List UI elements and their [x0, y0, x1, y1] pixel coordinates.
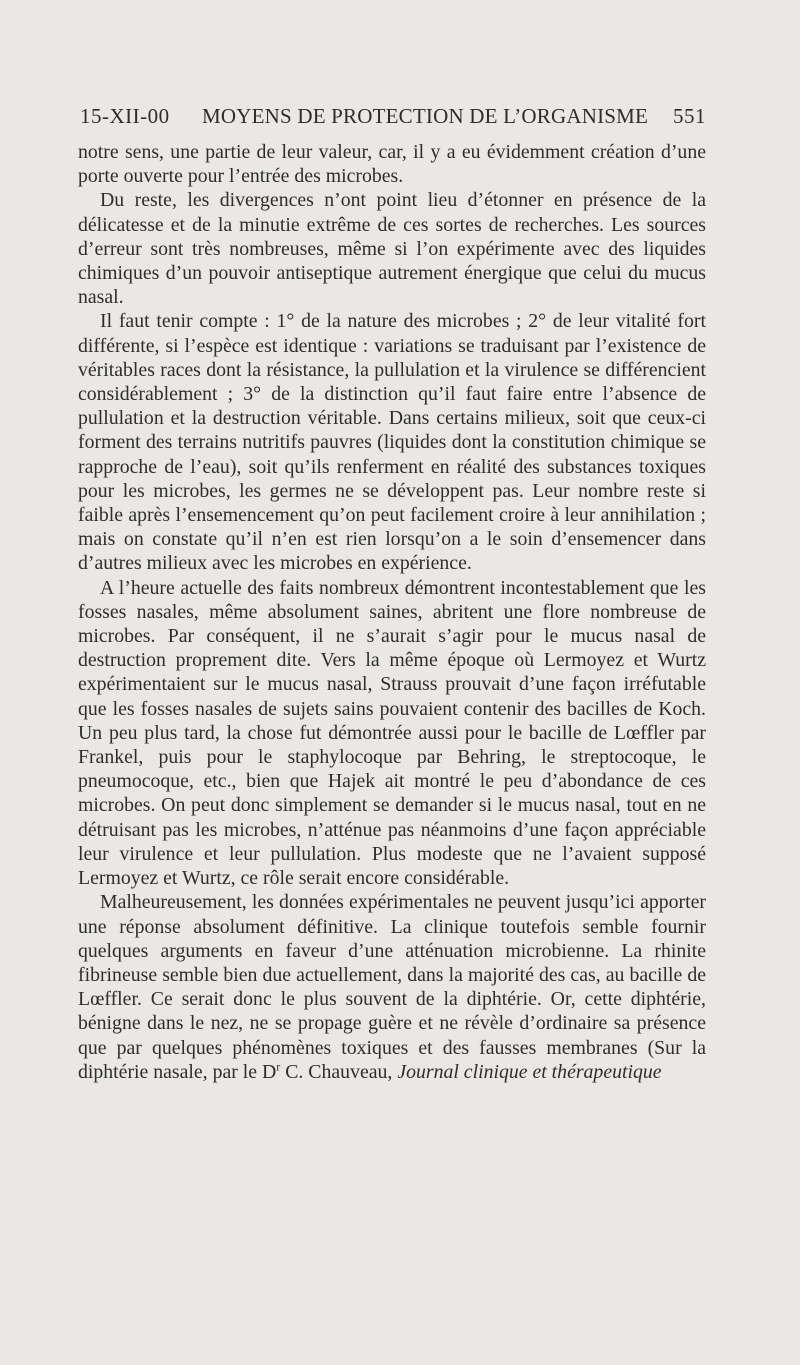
- header-date: 15-XII-00: [80, 104, 170, 128]
- paragraph-3: Il faut tenir compte : 1° de la nature des microbes ; 2° de leur vitalité fort différente, si l’espèce est identique : variations se traduisant par l’existence de véritables races dont la résistance, la pullulation et la virulence se différencient considérablement ; 3° de la distinction qu’il faut faire entre l’absence de pullulation et la destruction véritable. Dans certains milieux, soit que ceux-ci forment des terrains nutritifs pauvres (liquides dont la constitution chimique se rapproche de l’eau), soit qu’ils renferment en réalité des substances toxiques pour les microbes, les germes ne se développent pas. Leur nombre reste si faible après l’ensemencement qu’on peut facilement croire à leur annihilation ; mais on constate qu’il n’en est rien lorsqu’on a le soin d’ensemencer dans d’autres milieux avec les microbes en expérience.: [78, 310, 706, 575]
- body-text: [78, 140, 706, 1084]
- header-title: MOYENS DE PROTECTION DE L’ORGANISME: [202, 104, 649, 128]
- doctor-abbrev-superscript: r: [276, 1059, 281, 1074]
- paragraph-4: A l’heure actuelle des faits nombreux démontrent incontestablement que les fosses nasales, même absolument saines, abritent une flore nombreuse de microbes. Par conséquent, il ne s’aurait s’agir pour le mucus nasal de destruction proprement dite. Vers la même époque où Lermoyez et Wurtz expérimentaient sur le mucus nasal, Strauss prouvait d’une façon irréfutable que les fosses nasales de sujets sains pouvaient contenir des bacilles de Koch. Un peu plus tard, la chose fut démontrée aussi pour le bacille de Lœffler par Frankel, puis pour le staphylocoque par Behring, le streptocoque, le pneumocoque, etc., bien que Hajek ait montré le peu d’abondance de ces microbes. On peut donc simplement se demander si le mucus nasal, tout en ne détruisant pas les microbes, n’atténue pas néanmoins d’une façon appréciable leur virulence et leur pullulation. Plus modeste que ne l’avaient supposé Lermoyez et Wurtz, ce rôle serait encore considérable.: [78, 576, 706, 890]
- journal-title: Journal clinique et thérapeutique: [397, 1060, 662, 1083]
- paragraph-5-text: Malheureusement, les données expérimentales ne peuvent jusqu’ici apporter une réponse absolument définitive. La clinique toutefois semble fournir quelques arguments en faveur d’une atténuation microbienne. La rhinite fibrineuse semble bien due actuellement, dans la majorité des cas, au bacille de Lœffler. Ce serait donc le plus souvent de la diphtérie. Or, cette diphtérie, bénigne dans le nez, ne se propage guère et ne révèle d’ordinaire sa présence que par quelques phénomènes toxiques et des fausses membranes (Sur la diphtérie nasale, par le D: [78, 891, 706, 1083]
- paragraph-5: [78, 890, 706, 1084]
- paragraph-1: notre sens, une partie de leur valeur, car, il y a eu évidemment création d’une porte ouverte pour l’entrée des microbes.: [78, 141, 706, 188]
- running-header: [80, 104, 706, 134]
- paragraph-5-author: C. Chauveau,: [280, 1060, 398, 1083]
- paragraph-2: Du reste, les divergences n’ont point lieu d’étonner en présence de la délicatesse et de la minutie extrême de ces sortes de recherches. Les sources d’erreur sont très nombreuses, même si l’on expérimente avec des liquides chimiques d’un pouvoir antiseptique autrement énergique que celui du mucus nasal.: [78, 189, 706, 309]
- page-number: 551: [673, 104, 706, 128]
